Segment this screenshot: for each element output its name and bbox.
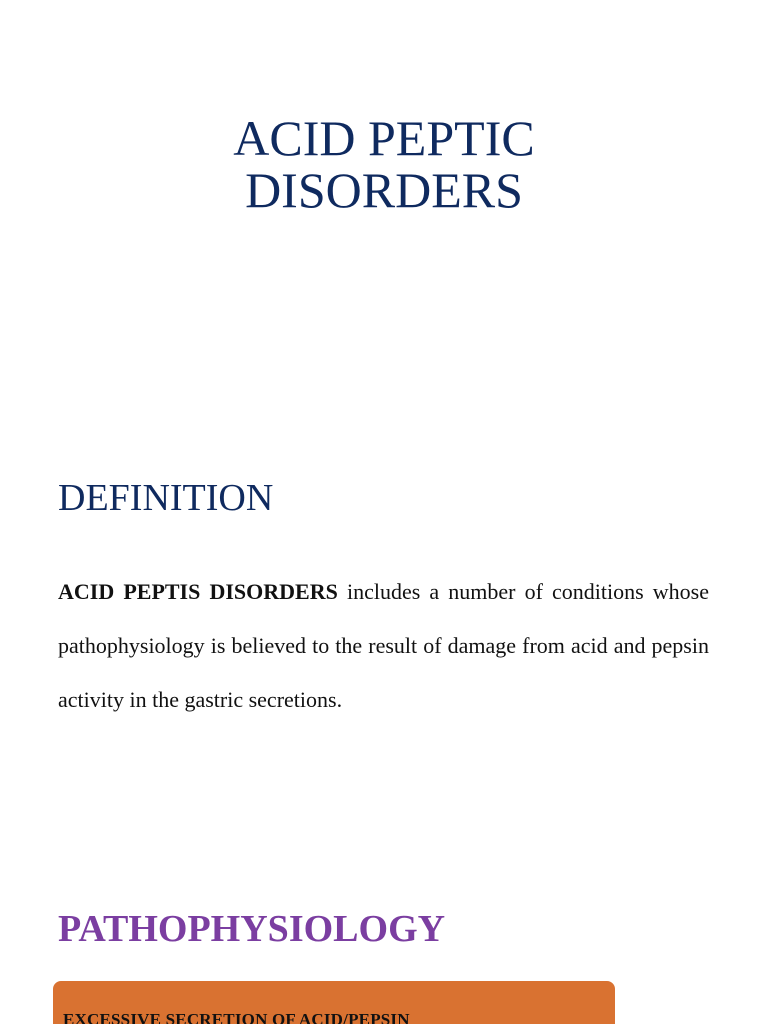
pathophysiology-heading: PATHOPHYSIOLOGY (58, 908, 446, 950)
pathophysiology-box (53, 981, 615, 1024)
definition-heading: DEFINITION (58, 477, 274, 519)
pathophysiology-box-text: EXCESSIVE SECRETION OF ACID/PEPSIN (63, 1010, 410, 1024)
title-line-2: DISORDERS (245, 162, 523, 218)
definition-paragraph (58, 565, 709, 727)
definition-term: ACID PEPTIS DISORDERS (58, 579, 338, 604)
title-line-1: ACID PEPTIC (233, 110, 535, 166)
definition-text: includes a number of conditions whose pathophysiology is believed to the result of damage from acid and pepsin activity in the gastric secretions. (58, 579, 709, 712)
page-title (0, 112, 768, 216)
